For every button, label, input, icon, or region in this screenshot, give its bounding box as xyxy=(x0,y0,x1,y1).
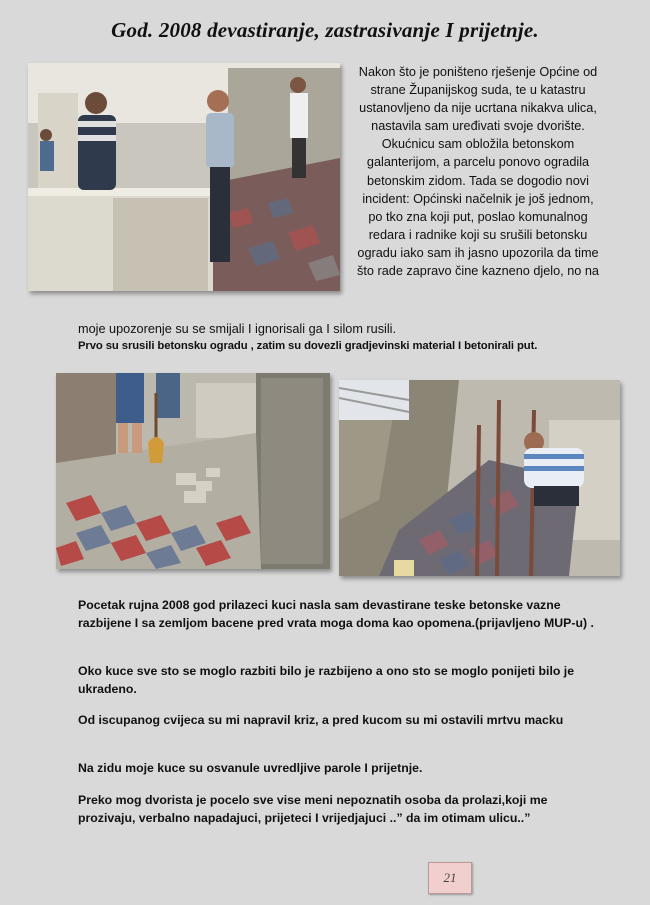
intro-text: Nakon što je poništeno rješenje Općine od strane Županijskog suda, te u katastru ustanovljeno da nije ucrtana nikakva ulica, nastavila sam uređivati svoje dvorište. Okućnicu sam obložila betonskom galanterijom, a parcelu ponovo ogradila betonskim zidom. Tada se dogodio novi incident: Općinski načelnik je još jednom, po tko zna koji put, poslao komunalnog redara i radnike koji su srušili betonsku ogradu iako sam ih jasno upozorila da time što rade zapravo čine kazneno djelo, no na xyxy=(357,65,599,279)
photo-broken-tiles xyxy=(56,373,330,569)
photo-wall-demolition-image xyxy=(28,63,340,291)
page-title: God. 2008 devastiranje, zastrasivanje I prijetnje. xyxy=(111,18,539,42)
photo-tile-laying-image xyxy=(339,380,620,576)
photo-broken-tiles-image xyxy=(56,373,330,569)
intro-text-continued: moje upozorenje su se smijali I ignorisali ga I silom rusili. xyxy=(78,322,397,336)
page-number: 21 xyxy=(428,862,472,894)
photo-caption: Prvo su srusili betonsku ogradu , zatim su dovezli gradjevinski material I betonirali put. xyxy=(78,340,538,352)
paragraph-3: Od iscupanog cvijeca su mi napravil kriz, a pred kucom su mi ostavili mrtvu macku xyxy=(78,713,564,727)
photo-wall-demolition xyxy=(28,63,340,291)
photo-tile-laying xyxy=(339,380,620,576)
paragraph-2: Oko kuce sve sto se moglo razbiti bilo je razbijeno a ono sto se moglo ponijeti bilo je ukradeno. xyxy=(78,664,575,696)
paragraph-1: Pocetak rujna 2008 god prilazeci kuci nasla sam devastirane teske betonske vazne razbijene I sa zemljom bacene pred vrata moga doma kao opomena.(prijavljeno MUP-u) . xyxy=(78,598,594,630)
paragraph-4: Na zidu moje kuce su osvanule uvredljive parole I prijetnje. xyxy=(78,761,423,775)
paragraph-5: Preko mog dvorista je pocelo sve vise meni nepoznatih osoba da prolazi,koji me prozivaju, verbalno napadajuci, prijeteci I vrijedjajuci ..” da im otimam ulicu..” xyxy=(78,793,548,825)
